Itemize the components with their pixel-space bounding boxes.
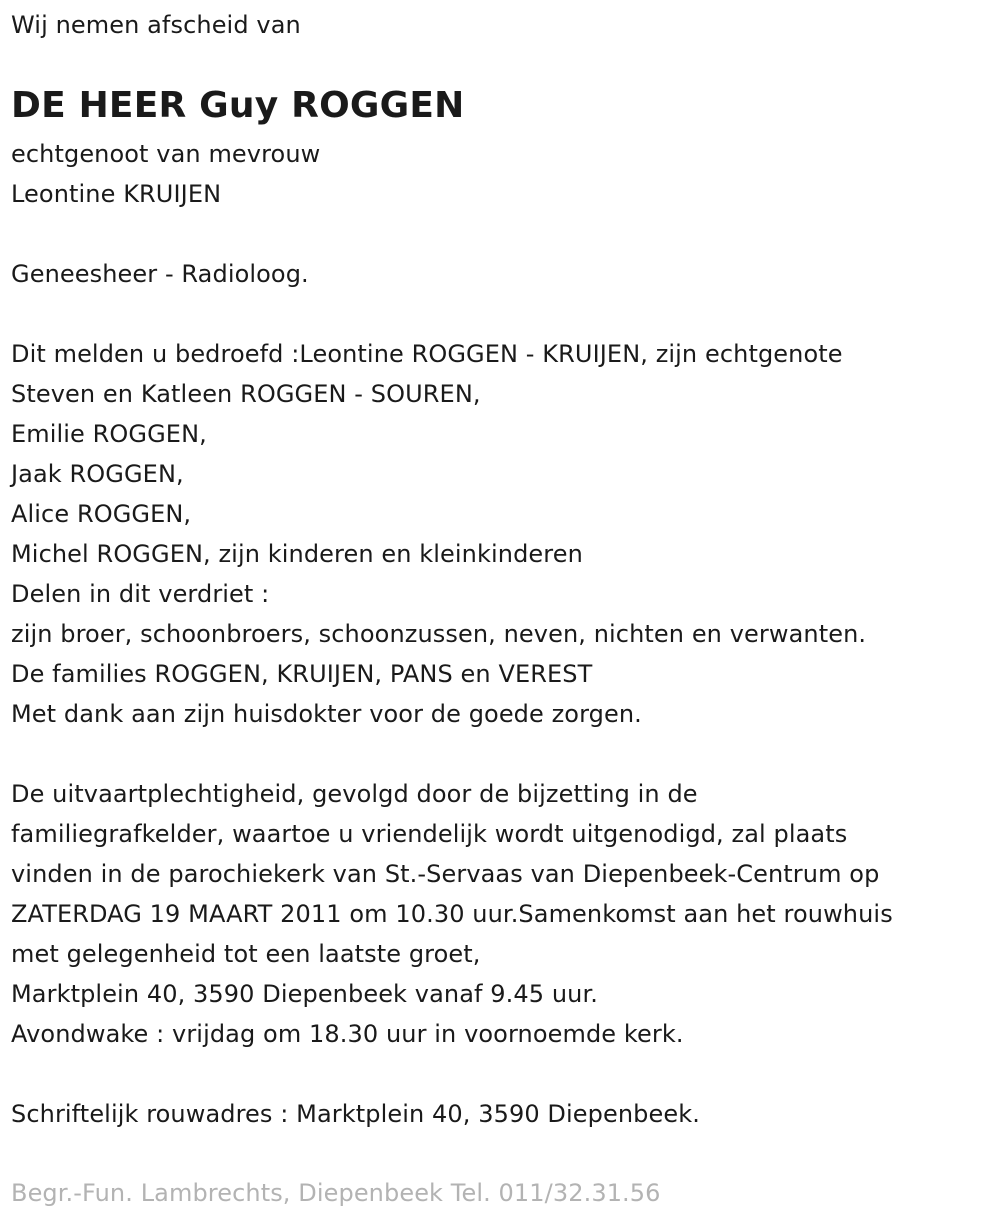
ceremony-line: De uitvaartplechtigheid, gevolgd door de bijzetting in de: [11, 780, 698, 808]
profession-block: [11, 254, 309, 294]
ceremony-line: vinden in de parochiekerk van St.-Servaas van Diepenbeek-Centrum op: [11, 860, 880, 888]
spouse-block: [11, 134, 320, 214]
spouse-line: echtgenoot van mevrouw: [11, 140, 321, 168]
family-line: Michel ROGGEN, zijn kinderen en kleinkinderen: [11, 540, 583, 568]
family-line: Emilie ROGGEN,: [11, 420, 207, 448]
intro-text: Wij nemen afscheid van: [11, 11, 301, 39]
deceased-name: DE HEER Guy ROGGEN: [11, 85, 465, 126]
family-line: Dit melden u bedroefd :Leontine ROGGEN - KRUIJEN, zijn echtgenote: [11, 340, 843, 368]
address-block: [11, 1094, 700, 1134]
family-line: zijn broer, schoonbroers, schoonzussen, neven, nichten en verwanten.: [11, 620, 867, 648]
ceremony-line: familiegrafkelder, waartoe u vriendelijk wordt uitgenodigd, zal plaats: [11, 820, 848, 848]
family-line: Delen in dit verdriet :: [11, 580, 270, 608]
ceremony-line: Avondwake : vrijdag om 18.30 uur in voornoemde kerk.: [11, 1020, 684, 1048]
spouse-line: Leontine KRUIJEN: [11, 180, 222, 208]
family-line: Steven en Katleen ROGGEN - SOUREN,: [11, 380, 481, 408]
funeral-home-credit: Begr.-Fun. Lambrechts, Diepenbeek Tel. 011/32.31.56: [11, 1179, 661, 1207]
profession-text: Geneesheer - Radioloog.: [11, 260, 309, 288]
ceremony-block: [11, 774, 893, 1054]
mourning-address: Schriftelijk rouwadres : Marktplein 40, 3590 Diepenbeek.: [11, 1100, 700, 1128]
family-line: Met dank aan zijn huisdokter voor de goede zorgen.: [11, 700, 642, 728]
family-line: De families ROGGEN, KRUIJEN, PANS en VEREST: [11, 660, 593, 688]
ceremony-line: Marktplein 40, 3590 Diepenbeek vanaf 9.45 uur.: [11, 980, 598, 1008]
ceremony-line: ZATERDAG 19 MAART 2011 om 10.30 uur.Samenkomst aan het rouwhuis: [11, 900, 893, 928]
family-line: Alice ROGGEN,: [11, 500, 192, 528]
family-block: [11, 334, 866, 734]
ceremony-line: met gelegenheid tot een laatste groet,: [11, 940, 481, 968]
family-line: Jaak ROGGEN,: [11, 460, 184, 488]
